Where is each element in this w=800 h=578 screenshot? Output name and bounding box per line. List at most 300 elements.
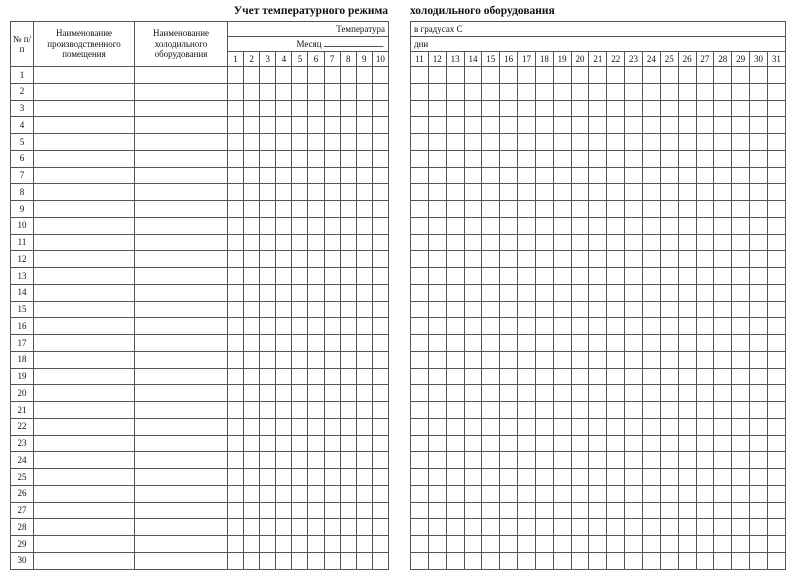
temperature-cell[interactable] [625, 217, 643, 234]
temperature-cell[interactable] [356, 485, 372, 502]
temperature-cell[interactable] [714, 452, 732, 469]
temperature-cell[interactable] [553, 268, 571, 285]
temperature-cell[interactable] [244, 301, 260, 318]
temperature-cell[interactable] [446, 167, 464, 184]
temperature-cell[interactable] [750, 83, 768, 100]
temperature-cell[interactable] [482, 519, 500, 536]
temperature-cell[interactable] [625, 485, 643, 502]
temperature-cell[interactable] [276, 268, 292, 285]
temperature-cell[interactable] [553, 452, 571, 469]
temperature-cell[interactable] [660, 167, 678, 184]
temperature-cell[interactable] [750, 502, 768, 519]
temperature-cell[interactable] [642, 351, 660, 368]
temperature-cell[interactable] [228, 117, 244, 134]
temperature-cell[interactable] [625, 167, 643, 184]
temperature-cell[interactable] [260, 217, 276, 234]
temperature-cell[interactable] [244, 469, 260, 486]
temperature-cell[interactable] [428, 100, 446, 117]
temperature-cell[interactable] [714, 435, 732, 452]
equipment-cell[interactable] [135, 418, 228, 435]
temperature-cell[interactable] [372, 268, 388, 285]
temperature-cell[interactable] [518, 385, 536, 402]
temperature-cell[interactable] [767, 402, 785, 419]
temperature-cell[interactable] [696, 519, 714, 536]
temperature-cell[interactable] [308, 368, 324, 385]
temperature-cell[interactable] [607, 552, 625, 569]
equipment-cell[interactable] [135, 67, 228, 84]
temperature-cell[interactable] [553, 335, 571, 352]
temperature-cell[interactable] [553, 351, 571, 368]
equipment-cell[interactable] [135, 452, 228, 469]
temperature-cell[interactable] [589, 351, 607, 368]
temperature-cell[interactable] [260, 318, 276, 335]
temperature-cell[interactable] [678, 251, 696, 268]
temperature-cell[interactable] [714, 351, 732, 368]
temperature-cell[interactable] [732, 67, 750, 84]
temperature-cell[interactable] [244, 150, 260, 167]
temperature-cell[interactable] [482, 201, 500, 218]
temperature-cell[interactable] [696, 469, 714, 486]
temperature-cell[interactable] [244, 552, 260, 569]
temperature-cell[interactable] [767, 552, 785, 569]
temperature-cell[interactable] [625, 100, 643, 117]
temperature-cell[interactable] [589, 301, 607, 318]
temperature-cell[interactable] [260, 301, 276, 318]
temperature-cell[interactable] [535, 67, 553, 84]
temperature-cell[interactable] [607, 217, 625, 234]
temperature-cell[interactable] [642, 552, 660, 569]
temperature-cell[interactable] [518, 67, 536, 84]
temperature-cell[interactable] [500, 368, 518, 385]
temperature-cell[interactable] [340, 234, 356, 251]
temperature-cell[interactable] [535, 268, 553, 285]
temperature-cell[interactable] [446, 318, 464, 335]
temperature-cell[interactable] [625, 150, 643, 167]
temperature-cell[interactable] [340, 418, 356, 435]
temperature-cell[interactable] [767, 167, 785, 184]
temperature-cell[interactable] [292, 485, 308, 502]
temperature-cell[interactable] [732, 184, 750, 201]
temperature-cell[interactable] [500, 284, 518, 301]
temperature-cell[interactable] [589, 100, 607, 117]
temperature-cell[interactable] [732, 167, 750, 184]
temperature-cell[interactable] [589, 552, 607, 569]
temperature-cell[interactable] [678, 184, 696, 201]
room-cell[interactable] [34, 469, 135, 486]
temperature-cell[interactable] [356, 418, 372, 435]
temperature-cell[interactable] [482, 301, 500, 318]
temperature-cell[interactable] [642, 502, 660, 519]
temperature-cell[interactable] [228, 284, 244, 301]
temperature-cell[interactable] [696, 117, 714, 134]
temperature-cell[interactable] [589, 318, 607, 335]
temperature-cell[interactable] [228, 552, 244, 569]
temperature-cell[interactable] [589, 385, 607, 402]
temperature-cell[interactable] [642, 184, 660, 201]
temperature-cell[interactable] [607, 502, 625, 519]
temperature-cell[interactable] [372, 536, 388, 553]
temperature-cell[interactable] [571, 234, 589, 251]
room-cell[interactable] [34, 502, 135, 519]
temperature-cell[interactable] [446, 150, 464, 167]
temperature-cell[interactable] [428, 167, 446, 184]
room-cell[interactable] [34, 318, 135, 335]
temperature-cell[interactable] [308, 201, 324, 218]
temperature-cell[interactable] [732, 469, 750, 486]
temperature-cell[interactable] [678, 519, 696, 536]
temperature-cell[interactable] [324, 134, 340, 151]
temperature-cell[interactable] [625, 335, 643, 352]
temperature-cell[interactable] [750, 418, 768, 435]
temperature-cell[interactable] [625, 134, 643, 151]
temperature-cell[interactable] [260, 167, 276, 184]
temperature-cell[interactable] [678, 385, 696, 402]
temperature-cell[interactable] [642, 134, 660, 151]
temperature-cell[interactable] [372, 351, 388, 368]
temperature-cell[interactable] [696, 536, 714, 553]
equipment-cell[interactable] [135, 485, 228, 502]
temperature-cell[interactable] [607, 134, 625, 151]
temperature-cell[interactable] [356, 67, 372, 84]
temperature-cell[interactable] [244, 251, 260, 268]
temperature-cell[interactable] [750, 552, 768, 569]
temperature-cell[interactable] [308, 184, 324, 201]
temperature-cell[interactable] [500, 469, 518, 486]
temperature-cell[interactable] [518, 117, 536, 134]
temperature-cell[interactable] [571, 83, 589, 100]
temperature-cell[interactable] [607, 385, 625, 402]
temperature-cell[interactable] [642, 519, 660, 536]
temperature-cell[interactable] [500, 167, 518, 184]
temperature-cell[interactable] [767, 469, 785, 486]
temperature-cell[interactable] [411, 167, 429, 184]
temperature-cell[interactable] [340, 368, 356, 385]
temperature-cell[interactable] [660, 335, 678, 352]
temperature-cell[interactable] [553, 284, 571, 301]
temperature-cell[interactable] [642, 335, 660, 352]
temperature-cell[interactable] [464, 134, 482, 151]
temperature-cell[interactable] [464, 318, 482, 335]
temperature-cell[interactable] [446, 301, 464, 318]
temperature-cell[interactable] [372, 100, 388, 117]
temperature-cell[interactable] [340, 284, 356, 301]
temperature-cell[interactable] [642, 318, 660, 335]
temperature-cell[interactable] [292, 201, 308, 218]
equipment-cell[interactable] [135, 402, 228, 419]
temperature-cell[interactable] [678, 536, 696, 553]
temperature-cell[interactable] [767, 184, 785, 201]
temperature-cell[interactable] [324, 67, 340, 84]
equipment-cell[interactable] [135, 167, 228, 184]
temperature-cell[interactable] [308, 150, 324, 167]
temperature-cell[interactable] [324, 402, 340, 419]
temperature-cell[interactable] [324, 519, 340, 536]
temperature-cell[interactable] [625, 268, 643, 285]
room-cell[interactable] [34, 217, 135, 234]
temperature-cell[interactable] [276, 284, 292, 301]
temperature-cell[interactable] [482, 351, 500, 368]
room-cell[interactable] [34, 351, 135, 368]
temperature-cell[interactable] [356, 318, 372, 335]
temperature-cell[interactable] [750, 519, 768, 536]
temperature-cell[interactable] [535, 485, 553, 502]
temperature-cell[interactable] [446, 184, 464, 201]
temperature-cell[interactable] [292, 385, 308, 402]
temperature-cell[interactable] [678, 268, 696, 285]
temperature-cell[interactable] [464, 469, 482, 486]
temperature-cell[interactable] [411, 485, 429, 502]
temperature-cell[interactable] [696, 100, 714, 117]
temperature-cell[interactable] [464, 485, 482, 502]
temperature-cell[interactable] [411, 234, 429, 251]
temperature-cell[interactable] [464, 83, 482, 100]
temperature-cell[interactable] [356, 351, 372, 368]
temperature-cell[interactable] [260, 335, 276, 352]
temperature-cell[interactable] [260, 251, 276, 268]
temperature-cell[interactable] [308, 452, 324, 469]
temperature-cell[interactable] [372, 502, 388, 519]
temperature-cell[interactable] [696, 368, 714, 385]
temperature-cell[interactable] [228, 335, 244, 352]
month-blank-field[interactable] [324, 38, 385, 50]
temperature-cell[interactable] [244, 435, 260, 452]
temperature-cell[interactable] [571, 268, 589, 285]
temperature-cell[interactable] [589, 234, 607, 251]
room-cell[interactable] [34, 251, 135, 268]
temperature-cell[interactable] [607, 335, 625, 352]
temperature-cell[interactable] [428, 452, 446, 469]
temperature-cell[interactable] [324, 502, 340, 519]
temperature-cell[interactable] [340, 134, 356, 151]
temperature-cell[interactable] [732, 284, 750, 301]
temperature-cell[interactable] [260, 351, 276, 368]
temperature-cell[interactable] [372, 67, 388, 84]
temperature-cell[interactable] [244, 402, 260, 419]
temperature-cell[interactable] [244, 134, 260, 151]
temperature-cell[interactable] [464, 301, 482, 318]
temperature-cell[interactable] [500, 351, 518, 368]
temperature-cell[interactable] [340, 117, 356, 134]
temperature-cell[interactable] [464, 251, 482, 268]
temperature-cell[interactable] [308, 435, 324, 452]
temperature-cell[interactable] [372, 469, 388, 486]
temperature-cell[interactable] [482, 134, 500, 151]
temperature-cell[interactable] [372, 435, 388, 452]
temperature-cell[interactable] [244, 502, 260, 519]
temperature-cell[interactable] [732, 217, 750, 234]
temperature-cell[interactable] [292, 167, 308, 184]
temperature-cell[interactable] [518, 502, 536, 519]
temperature-cell[interactable] [642, 234, 660, 251]
temperature-cell[interactable] [767, 100, 785, 117]
equipment-cell[interactable] [135, 519, 228, 536]
temperature-cell[interactable] [553, 217, 571, 234]
temperature-cell[interactable] [411, 385, 429, 402]
temperature-cell[interactable] [696, 167, 714, 184]
temperature-cell[interactable] [535, 385, 553, 402]
temperature-cell[interactable] [324, 100, 340, 117]
temperature-cell[interactable] [276, 536, 292, 553]
temperature-cell[interactable] [308, 284, 324, 301]
temperature-cell[interactable] [276, 385, 292, 402]
temperature-cell[interactable] [292, 519, 308, 536]
temperature-cell[interactable] [244, 217, 260, 234]
temperature-cell[interactable] [260, 150, 276, 167]
temperature-cell[interactable] [292, 268, 308, 285]
temperature-cell[interactable] [553, 184, 571, 201]
room-cell[interactable] [34, 67, 135, 84]
temperature-cell[interactable] [625, 117, 643, 134]
temperature-cell[interactable] [553, 301, 571, 318]
temperature-cell[interactable] [625, 284, 643, 301]
temperature-cell[interactable] [260, 284, 276, 301]
temperature-cell[interactable] [553, 402, 571, 419]
temperature-cell[interactable] [767, 385, 785, 402]
temperature-cell[interactable] [411, 301, 429, 318]
temperature-cell[interactable] [589, 150, 607, 167]
temperature-cell[interactable] [482, 552, 500, 569]
temperature-cell[interactable] [642, 536, 660, 553]
temperature-cell[interactable] [411, 402, 429, 419]
temperature-cell[interactable] [428, 485, 446, 502]
temperature-cell[interactable] [518, 519, 536, 536]
temperature-cell[interactable] [340, 402, 356, 419]
temperature-cell[interactable] [411, 268, 429, 285]
temperature-cell[interactable] [571, 335, 589, 352]
temperature-cell[interactable] [308, 519, 324, 536]
temperature-cell[interactable] [714, 67, 732, 84]
temperature-cell[interactable] [324, 150, 340, 167]
temperature-cell[interactable] [518, 134, 536, 151]
temperature-cell[interactable] [260, 117, 276, 134]
temperature-cell[interactable] [625, 368, 643, 385]
temperature-cell[interactable] [732, 100, 750, 117]
temperature-cell[interactable] [625, 418, 643, 435]
temperature-cell[interactable] [340, 318, 356, 335]
temperature-cell[interactable] [356, 552, 372, 569]
temperature-cell[interactable] [372, 402, 388, 419]
temperature-cell[interactable] [732, 552, 750, 569]
temperature-cell[interactable] [732, 418, 750, 435]
temperature-cell[interactable] [571, 435, 589, 452]
temperature-cell[interactable] [553, 150, 571, 167]
temperature-cell[interactable] [482, 435, 500, 452]
temperature-cell[interactable] [292, 418, 308, 435]
temperature-cell[interactable] [244, 452, 260, 469]
temperature-cell[interactable] [428, 217, 446, 234]
temperature-cell[interactable] [464, 100, 482, 117]
temperature-cell[interactable] [446, 519, 464, 536]
temperature-cell[interactable] [678, 418, 696, 435]
temperature-cell[interactable] [482, 502, 500, 519]
temperature-cell[interactable] [553, 435, 571, 452]
temperature-cell[interactable] [750, 536, 768, 553]
temperature-cell[interactable] [500, 150, 518, 167]
temperature-cell[interactable] [767, 452, 785, 469]
temperature-cell[interactable] [571, 536, 589, 553]
temperature-cell[interactable] [642, 418, 660, 435]
temperature-cell[interactable] [260, 385, 276, 402]
temperature-cell[interactable] [372, 234, 388, 251]
temperature-cell[interactable] [411, 552, 429, 569]
temperature-cell[interactable] [553, 83, 571, 100]
temperature-cell[interactable] [292, 217, 308, 234]
temperature-cell[interactable] [767, 502, 785, 519]
temperature-cell[interactable] [660, 536, 678, 553]
temperature-cell[interactable] [428, 351, 446, 368]
temperature-cell[interactable] [696, 201, 714, 218]
temperature-cell[interactable] [714, 368, 732, 385]
temperature-cell[interactable] [411, 251, 429, 268]
temperature-cell[interactable] [228, 134, 244, 151]
temperature-cell[interactable] [678, 435, 696, 452]
temperature-cell[interactable] [732, 83, 750, 100]
temperature-cell[interactable] [714, 201, 732, 218]
temperature-cell[interactable] [356, 368, 372, 385]
temperature-cell[interactable] [553, 234, 571, 251]
temperature-cell[interactable] [276, 184, 292, 201]
temperature-cell[interactable] [340, 335, 356, 352]
room-cell[interactable] [34, 201, 135, 218]
temperature-cell[interactable] [714, 117, 732, 134]
temperature-cell[interactable] [411, 117, 429, 134]
temperature-cell[interactable] [571, 402, 589, 419]
temperature-cell[interactable] [428, 435, 446, 452]
temperature-cell[interactable] [535, 217, 553, 234]
temperature-cell[interactable] [750, 201, 768, 218]
temperature-cell[interactable] [660, 150, 678, 167]
temperature-cell[interactable] [678, 469, 696, 486]
temperature-cell[interactable] [625, 536, 643, 553]
temperature-cell[interactable] [372, 184, 388, 201]
temperature-cell[interactable] [356, 469, 372, 486]
temperature-cell[interactable] [571, 469, 589, 486]
temperature-cell[interactable] [324, 234, 340, 251]
temperature-cell[interactable] [625, 67, 643, 84]
temperature-cell[interactable] [696, 418, 714, 435]
temperature-cell[interactable] [446, 268, 464, 285]
temperature-cell[interactable] [500, 268, 518, 285]
room-cell[interactable] [34, 234, 135, 251]
temperature-cell[interactable] [750, 100, 768, 117]
temperature-cell[interactable] [228, 301, 244, 318]
temperature-cell[interactable] [500, 335, 518, 352]
temperature-cell[interactable] [464, 167, 482, 184]
temperature-cell[interactable] [228, 83, 244, 100]
temperature-cell[interactable] [535, 251, 553, 268]
temperature-cell[interactable] [696, 552, 714, 569]
temperature-cell[interactable] [535, 201, 553, 218]
temperature-cell[interactable] [356, 83, 372, 100]
temperature-cell[interactable] [518, 485, 536, 502]
temperature-cell[interactable] [308, 318, 324, 335]
temperature-cell[interactable] [714, 519, 732, 536]
equipment-cell[interactable] [135, 335, 228, 352]
temperature-cell[interactable] [428, 552, 446, 569]
temperature-cell[interactable] [276, 435, 292, 452]
temperature-cell[interactable] [464, 335, 482, 352]
temperature-cell[interactable] [482, 284, 500, 301]
temperature-cell[interactable] [340, 201, 356, 218]
temperature-cell[interactable] [518, 418, 536, 435]
temperature-cell[interactable] [589, 184, 607, 201]
temperature-cell[interactable] [482, 368, 500, 385]
temperature-cell[interactable] [324, 284, 340, 301]
temperature-cell[interactable] [571, 368, 589, 385]
temperature-cell[interactable] [518, 452, 536, 469]
temperature-cell[interactable] [589, 117, 607, 134]
temperature-cell[interactable] [553, 368, 571, 385]
